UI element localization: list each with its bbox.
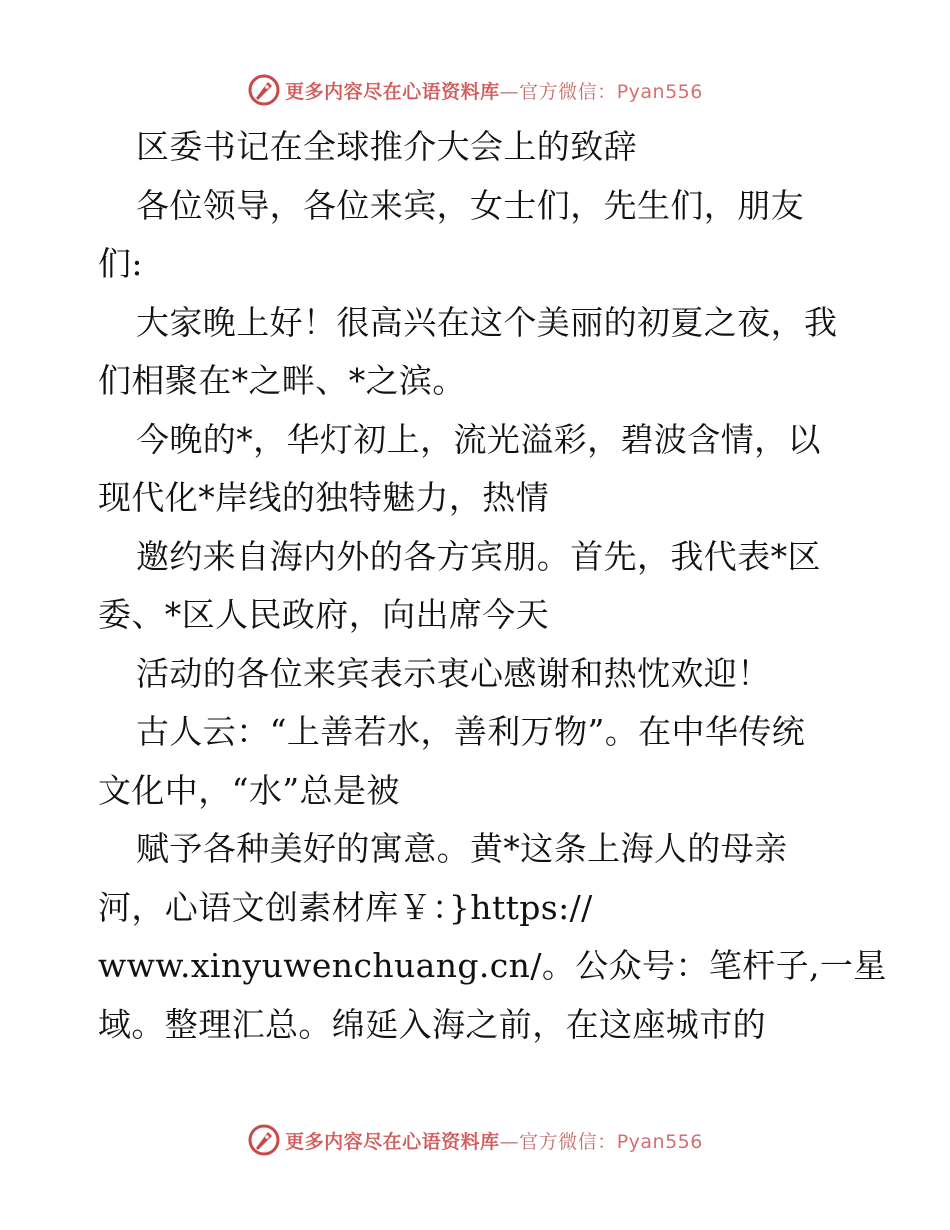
footer-watermark	[0, 1120, 950, 1160]
document-line: 河，心语文创素材库￥：}https://	[98, 887, 593, 927]
document-line: 今晚的*，华灯初上，流光溢彩，碧波含情，以	[136, 419, 821, 459]
watermark-brand-text: 更多内容尽在心语资料库	[285, 1130, 500, 1153]
document-line: 邀约来自海内外的各方宾朋。首先，我代表*区	[136, 536, 821, 576]
document-body	[98, 118, 887, 1054]
document-line: 域。整理汇总。绵延入海之前，在这座城市的	[98, 1004, 766, 1044]
watermark-brand	[247, 73, 703, 107]
document-line: 古人云：“上善若水，善利万物”。在中华传统	[136, 712, 806, 751]
document-line: 们相聚在*之畔、*之滨。	[98, 361, 466, 400]
document-line: 各位领导，各位来宾，女士们，先生们，朋友	[136, 185, 804, 225]
watermark-separator: —	[499, 80, 520, 103]
document-line: 赋予各种美好的寓意。黄*这条上海人的母亲	[136, 829, 788, 868]
document-title: 区委书记在全球推介大会上的致辞	[136, 127, 637, 166]
watermark-separator: —	[499, 1130, 520, 1153]
watermark-wechat-label: 官方微信：	[519, 80, 617, 103]
watermark-wechat-id: Pyan556	[616, 1130, 703, 1153]
watermark-brand	[247, 1123, 703, 1157]
document-line: 们:	[98, 244, 143, 283]
pen-nib-logo-icon	[247, 73, 281, 107]
watermark-brand-text: 更多内容尽在心语资料库	[285, 80, 500, 103]
document-line: 现代化*岸线的独特魅力，热情	[98, 478, 550, 517]
document-line: 文化中，“水”总是被	[98, 770, 400, 810]
pen-nib-logo-icon	[247, 1123, 281, 1157]
document-line: 活动的各位来宾表示衷心感谢和热忱欢迎！	[136, 653, 771, 693]
document-line: 委、*区人民政府，向出席今天	[98, 595, 550, 634]
document-line: 大家晚上好！很高兴在这个美丽的初夏之夜，我	[136, 302, 838, 342]
document-line: www.xinyuwenchuang.cn/。公众号：笔杆子,一星	[98, 946, 887, 985]
watermark-wechat-id: Pyan556	[616, 80, 703, 103]
header-watermark	[0, 70, 950, 110]
watermark-wechat-label: 官方微信：	[519, 1130, 617, 1153]
